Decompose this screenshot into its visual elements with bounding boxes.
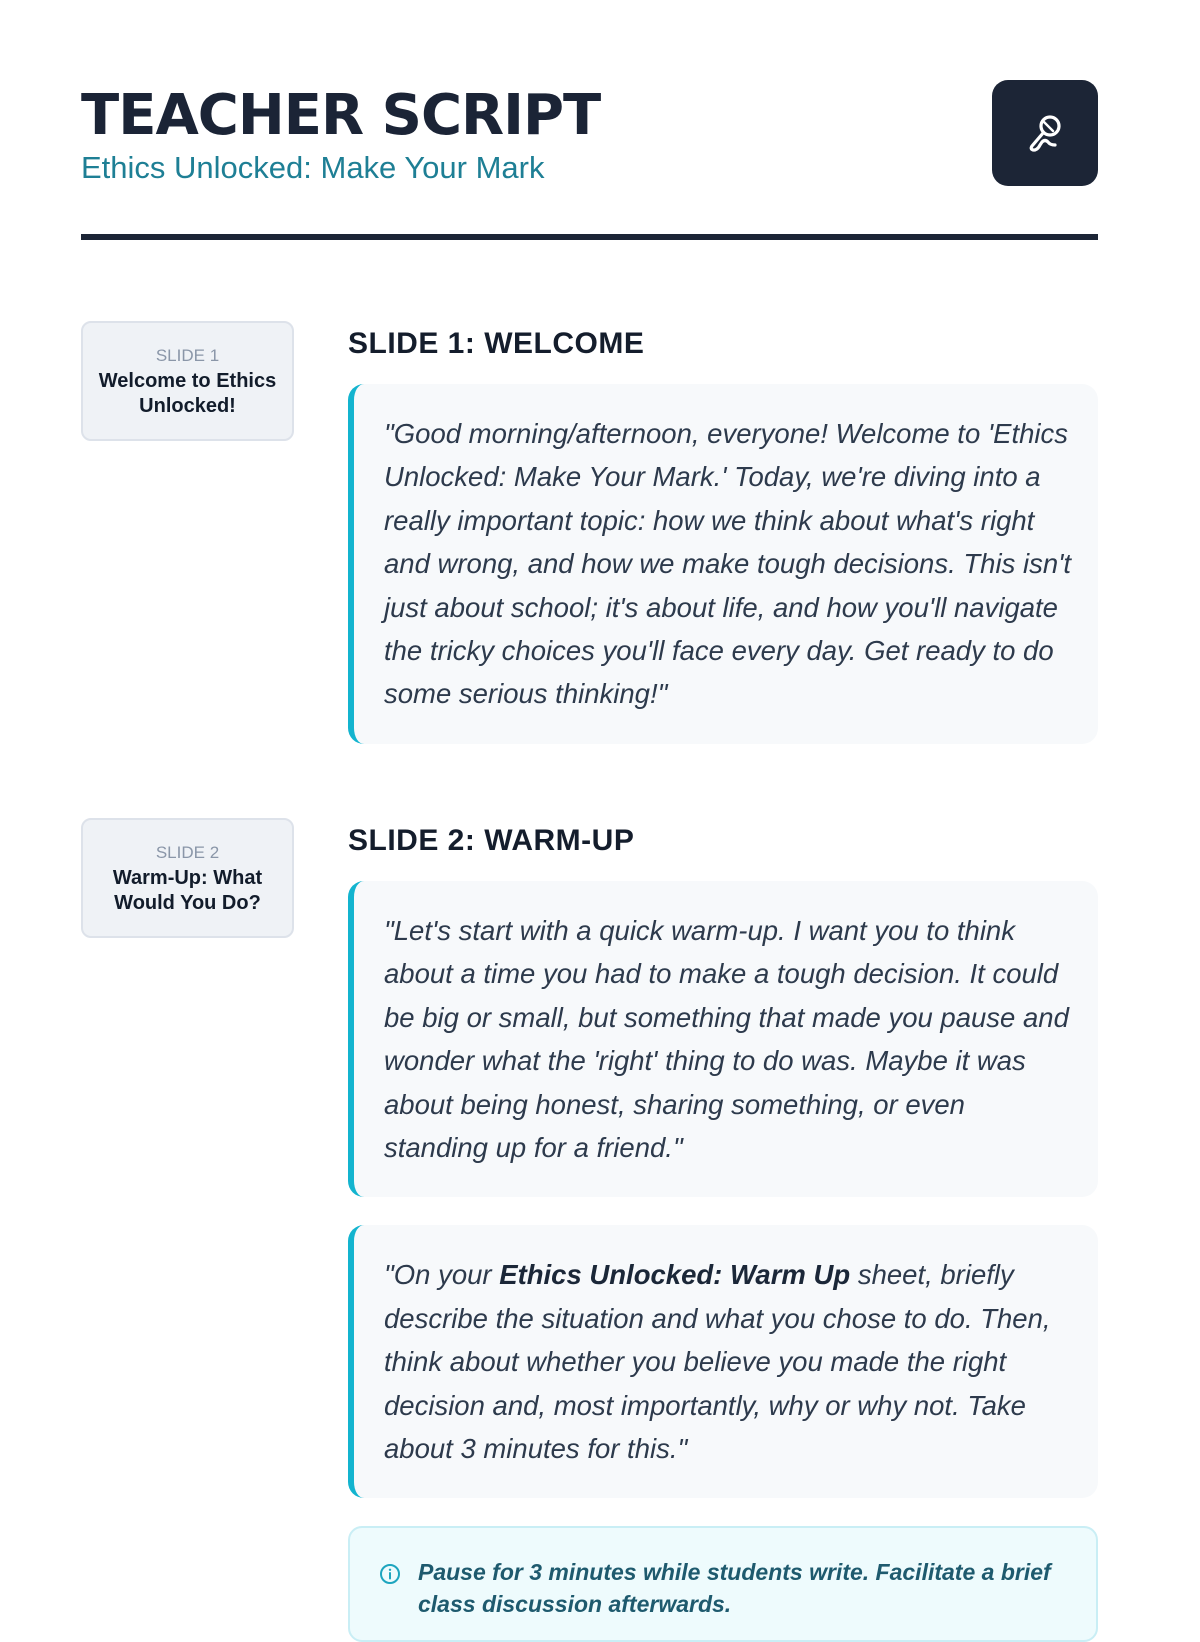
info-icon bbox=[378, 1562, 402, 1586]
teacher-note-text: Pause for 3 minutes while students write. Facilitate a brief class discussion afterwards. bbox=[418, 1559, 1051, 1618]
quote-text: "On your bbox=[384, 1259, 500, 1291]
slide-thumbnail-number: SLIDE 2 bbox=[155, 843, 220, 862]
slide-thumbnail-title: Warm-Up: What Would You Do? bbox=[112, 867, 263, 914]
slide-heading: SLIDE 1: WELCOME bbox=[348, 327, 645, 360]
page-subtitle: Ethics Unlocked: Make Your Mark bbox=[81, 150, 545, 185]
slide-content-2 bbox=[348, 818, 1098, 1642]
slide-heading: SLIDE 2: WARM-UP bbox=[348, 824, 635, 857]
slide-thumbnail-title: Welcome to Ethics Unlocked! bbox=[98, 370, 277, 417]
page-title: TEACHER SCRIPT bbox=[81, 83, 601, 148]
quote-text: sheet, briefly describe the situation and what you chose to do. Then, think about whether you believe you made the right decision and, most importantly, why or why not. Take about 3 minutes for this." bbox=[384, 1259, 1051, 1465]
header-divider bbox=[81, 234, 1098, 240]
microphone-icon bbox=[1021, 109, 1069, 157]
slide-content-1 bbox=[348, 321, 1098, 744]
script-quote: "Let's start with a quick warm-up. I want you to think about a time you had to make a tough decision. It could be big or small, but something that made you pause and wonder what the 'right' thing to do was. Maybe it was about being honest, sharing something, or even standing up for a friend." bbox=[348, 881, 1098, 1197]
slide-thumbnail-1[interactable] bbox=[81, 321, 294, 441]
teacher-note bbox=[348, 1526, 1098, 1642]
script-quote-instructions bbox=[348, 1225, 1098, 1498]
slide-thumbnail-number: SLIDE 1 bbox=[155, 346, 220, 365]
header bbox=[81, 80, 1098, 240]
microphone-button[interactable] bbox=[992, 80, 1098, 186]
slide-thumbnail-2[interactable] bbox=[81, 818, 294, 938]
worksheet-name: Ethics Unlocked: Warm Up bbox=[499, 1259, 851, 1291]
script-quote: "Good morning/afternoon, everyone! Welcome to 'Ethics Unlocked: Make Your Mark.' Today, we're diving into a really important topic: how we think about what's right and wrong, and how we make tough decisions. This isn't just about school; it's about life, and how you'll navigate the tricky choices you'll face every day. Get ready to do some serious thinking!" bbox=[348, 384, 1098, 744]
